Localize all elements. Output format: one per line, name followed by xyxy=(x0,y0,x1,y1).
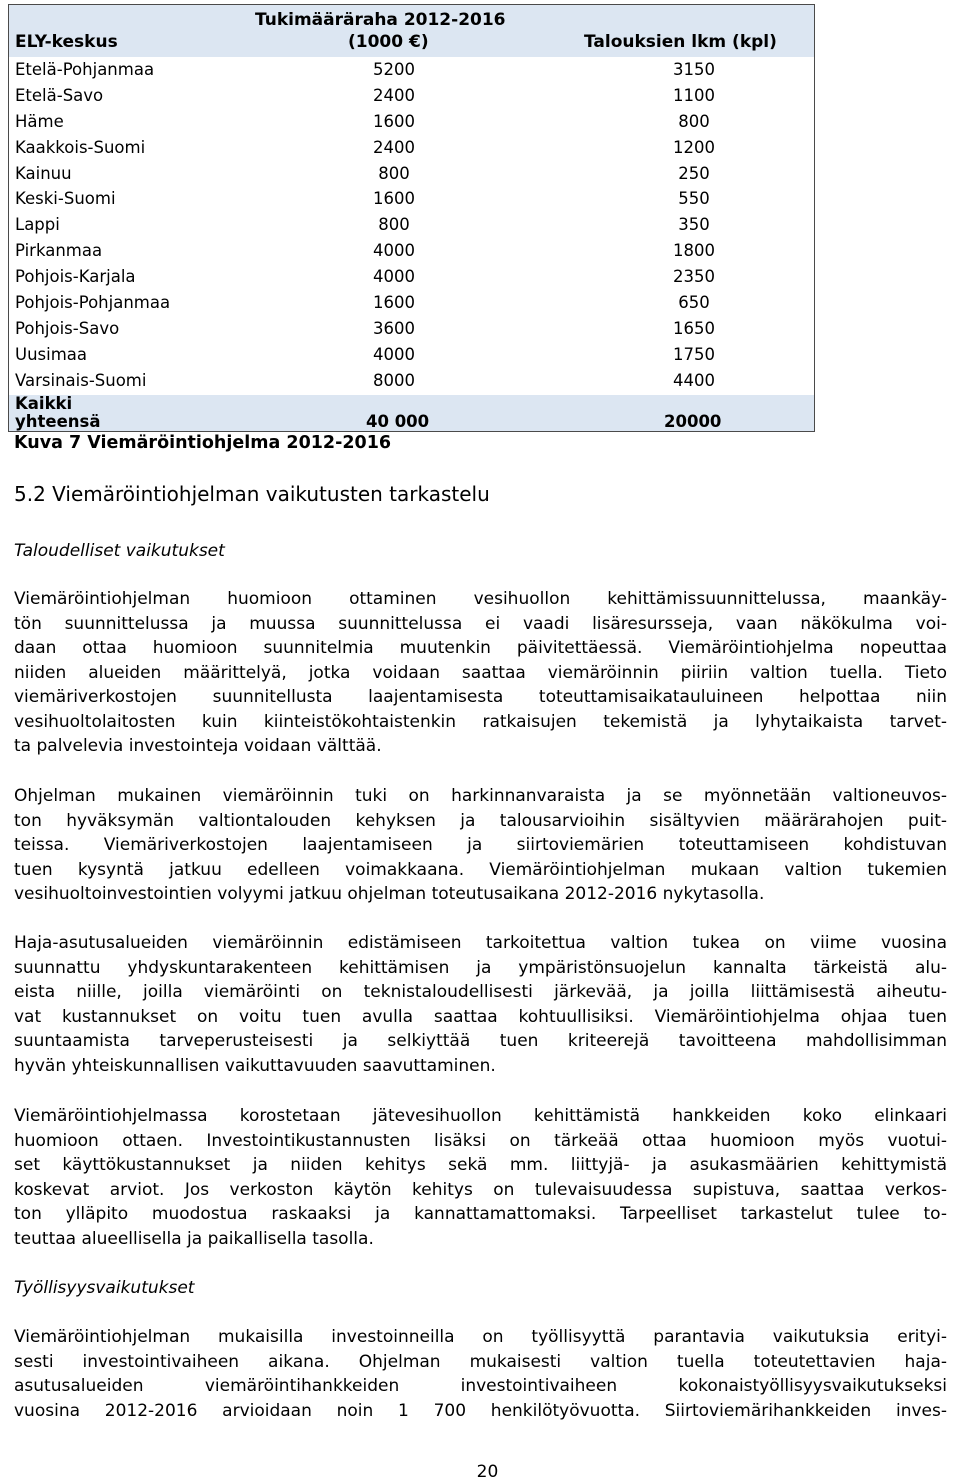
paragraph-4 xyxy=(14,1104,947,1251)
paragraph-line: sesti investointivaiheen aikana. Ohjelman mukaisesti valtion tuella toteutettavien haja- xyxy=(14,1351,947,1372)
total-label-line2: yhteensä xyxy=(15,412,101,431)
paragraph-3 xyxy=(14,931,947,1078)
total-funding: 40 000 xyxy=(366,412,430,431)
region-name: Etelä-Pohjanmaa xyxy=(15,60,155,79)
paragraph-2 xyxy=(14,784,947,907)
table-row xyxy=(9,342,814,368)
households-value: 1200 xyxy=(673,137,715,157)
table-row xyxy=(9,83,814,109)
households-value: 2350 xyxy=(673,267,715,287)
table-row xyxy=(9,161,814,187)
funding-value: 3600 xyxy=(373,318,415,338)
table-header xyxy=(9,5,814,57)
paragraph-line: Haja-asutusalueiden viemäröinnin edistämiseen tarkoitettua valtion tukea on viime vuosina xyxy=(14,933,947,953)
region-name: Pohjois-Pohjanmaa xyxy=(15,293,171,313)
region-name: Uusimaa xyxy=(15,344,88,364)
region-name: Lappi xyxy=(15,215,60,235)
paragraph-line: Viemäröintiohjelman huomioon ottaminen vesihuollon kehittämissuunnittelussa, maankäy- xyxy=(14,589,947,609)
header-households: Talouksien lkm (kpl) xyxy=(584,32,777,52)
funding-value: 1600 xyxy=(373,293,415,313)
total-households: 20000 xyxy=(664,412,722,431)
paragraph-line: ton ylläpito muodostua raskaaksi ja kannattamattomaksi. Tarpeelliset tarkastelut tulee to- xyxy=(14,1204,947,1224)
table-row xyxy=(9,290,814,316)
households-value: 550 xyxy=(678,189,710,209)
paragraph-1 xyxy=(14,587,947,759)
region-name: Pirkanmaa xyxy=(15,241,103,261)
households-value: 250 xyxy=(678,163,710,183)
region-name: Kaakkois-Suomi xyxy=(15,137,146,157)
funding-value: 1600 xyxy=(373,111,415,131)
funding-value: 5200 xyxy=(373,60,415,79)
funding-value: 4000 xyxy=(373,344,415,364)
households-value: 800 xyxy=(678,111,710,131)
table-row xyxy=(9,109,814,135)
paragraph-line: niiden alueiden määrittelyä, jotka voidaan saattaa viemäröinnin piiriin valtion tuella. Tieto xyxy=(14,662,947,683)
table-row xyxy=(9,212,814,238)
table-total-row xyxy=(9,395,814,431)
funding-table xyxy=(8,4,815,432)
funding-value: 4000 xyxy=(373,241,415,261)
table-row xyxy=(9,368,814,394)
households-value: 1650 xyxy=(673,318,715,338)
subheading-employment-effects: Työllisyysvaikutukset xyxy=(14,1278,195,1298)
paragraph-line: tön suunnittelussa ja muussa suunnittelussa ei vaadi lisäresursseja, vaan näkökulma voi- xyxy=(14,613,947,634)
paragraph-line: daan ottaa huomioon suunnitelmia muutenkin päivitettäessä. Viemäröintiohjelma nopeuttaa xyxy=(14,638,947,658)
funding-value: 4000 xyxy=(373,267,415,287)
paragraph-line: huomioon ottaen. Investointikustannusten lisäksi on tärkeää ottaa huomioon myös vuotui- xyxy=(14,1130,947,1151)
region-name: Häme xyxy=(15,111,64,131)
total-label-line1: Kaikki xyxy=(15,394,73,413)
funding-value: 800 xyxy=(378,215,410,235)
funding-value: 2400 xyxy=(373,137,415,157)
region-name: Etelä-Savo xyxy=(15,85,104,105)
paragraph-line: vuosina 2012-2016 arvioidaan noin 1 700 henkilötyövuotta. Siirtoviemärihankkeiden inves- xyxy=(14,1400,947,1421)
section-heading: 5.2 Viemäröintiohjelman vaikutusten tarkastelu xyxy=(14,482,490,506)
paragraph-line: vat kustannukset on voitu tuen avulla saattaa kohtuullisiksi. Viemäröintiohjelma ohjaa tuen xyxy=(14,1006,947,1027)
households-value: 1750 xyxy=(673,344,715,364)
region-name: Keski-Suomi xyxy=(15,189,116,209)
paragraph-line: tuen kysyntä jatkuu edelleen voimakkaana. Viemäröintiohjelman mukaan valtion tukemien xyxy=(14,859,947,880)
table-row xyxy=(9,238,814,264)
households-value: 1100 xyxy=(673,85,715,105)
subheading-economic-effects: Taloudelliset vaikutukset xyxy=(14,541,225,561)
figure-caption: Kuva 7 Viemäröintiohjelma 2012-2016 xyxy=(14,433,392,453)
paragraph-line: vesihuoltolaitosten kuin kiinteistökohtaistenkin ratkaisujen tekemistä ja lyhytaikaista tarvet- xyxy=(14,711,947,732)
households-value: 4400 xyxy=(673,370,715,390)
households-value: 350 xyxy=(678,215,710,235)
paragraph-line: Ohjelman mukainen viemäröinnin tuki on harkinnanvaraista ja se myönnetään valtioneuvos- xyxy=(14,786,947,806)
paragraph-line: set käyttökustannukset ja niiden kehitys sekä mm. liittyjä- ja asukasmäärien kehittymistä xyxy=(14,1155,947,1175)
paragraph-line: teissa. Viemäriverkostojen laajentamiseen ja siirtoviemärien toteuttamiseen kohdistuvan xyxy=(14,835,947,855)
paragraph-line: Viemäröintiohjelmassa korostetaan jätevesihuollon kehittämistä hankkeiden koko elinkaari xyxy=(14,1106,947,1126)
header-ely-centre: ELY-keskus xyxy=(15,32,118,52)
table-row xyxy=(9,186,814,212)
paragraph-line: suuntaamista tarveperusteisesti ja selkiyttää tuen kriteerejä tavoitteena mahdollisimman xyxy=(14,1031,947,1051)
paragraph-line: Viemäröintiohjelman mukaisilla investoinneilla on työllisyyttä parantavia vaikutuksia erityi- xyxy=(14,1327,947,1347)
table-body xyxy=(9,57,814,394)
paragraph-line: ta palvelevia investointeja voidaan välttää. xyxy=(14,736,382,756)
table-row xyxy=(9,316,814,342)
funding-value: 1600 xyxy=(373,189,415,209)
table-row xyxy=(9,264,814,290)
funding-value: 8000 xyxy=(373,370,415,390)
paragraph-line: viemäriverkostojen suunnitellusta laajentamisesta toteuttamisaikatauluineen helpottaa niin xyxy=(14,687,947,707)
page-number: 20 xyxy=(476,1462,499,1482)
paragraph-line: suunnattu yhdyskuntarakenteen kehittämisen ja ympäristönsuojelun kannalta tärkeistä alu- xyxy=(14,957,947,978)
funding-value: 800 xyxy=(378,163,410,183)
households-value: 1800 xyxy=(673,241,715,261)
table-row xyxy=(9,135,814,161)
households-value: 3150 xyxy=(673,60,715,79)
table-row xyxy=(9,57,814,83)
households-value: 650 xyxy=(678,293,710,313)
funding-value: 2400 xyxy=(373,85,415,105)
region-name: Kainuu xyxy=(15,163,72,183)
paragraph-line: vesihuoltoinvestointien volyymi jatkuu ohjelman toteutusaikana 2012-2016 nykytasolla. xyxy=(14,884,765,904)
paragraph-line: koskevat arviot. Jos verkoston käytön kehitys on tulevaisuudessa supistuva, saattaa verkos- xyxy=(14,1179,947,1200)
region-name: Pohjois-Savo xyxy=(15,318,120,338)
header-funding-line1: Tukimääräraha 2012-2016 xyxy=(255,10,506,30)
paragraph-line: hyvän yhteiskunnallisen vaikuttavuuden saavuttaminen. xyxy=(14,1055,496,1076)
paragraph-5 xyxy=(14,1325,947,1423)
header-funding-line2: (1000 €) xyxy=(348,32,429,52)
paragraph-line: teuttaa alueellisella ja paikallisella tasolla. xyxy=(14,1228,374,1249)
region-name: Pohjois-Karjala xyxy=(15,267,136,287)
region-name: Varsinais-Suomi xyxy=(15,370,147,390)
paragraph-line: ton hyväksymän valtiontalouden kehyksen ja talousarvioihin sisältyvien määrärahojen puit- xyxy=(14,810,947,831)
paragraph-line: asutusalueiden viemäröintihankkeiden investointivaiheen kokonaistyöllisyysvaikutukseksi xyxy=(14,1376,947,1396)
paragraph-line: eista niille, joilla viemäröinti on teknistaloudellisesti järkevää, ja joilla liittämisestä aiheutu- xyxy=(14,982,947,1002)
